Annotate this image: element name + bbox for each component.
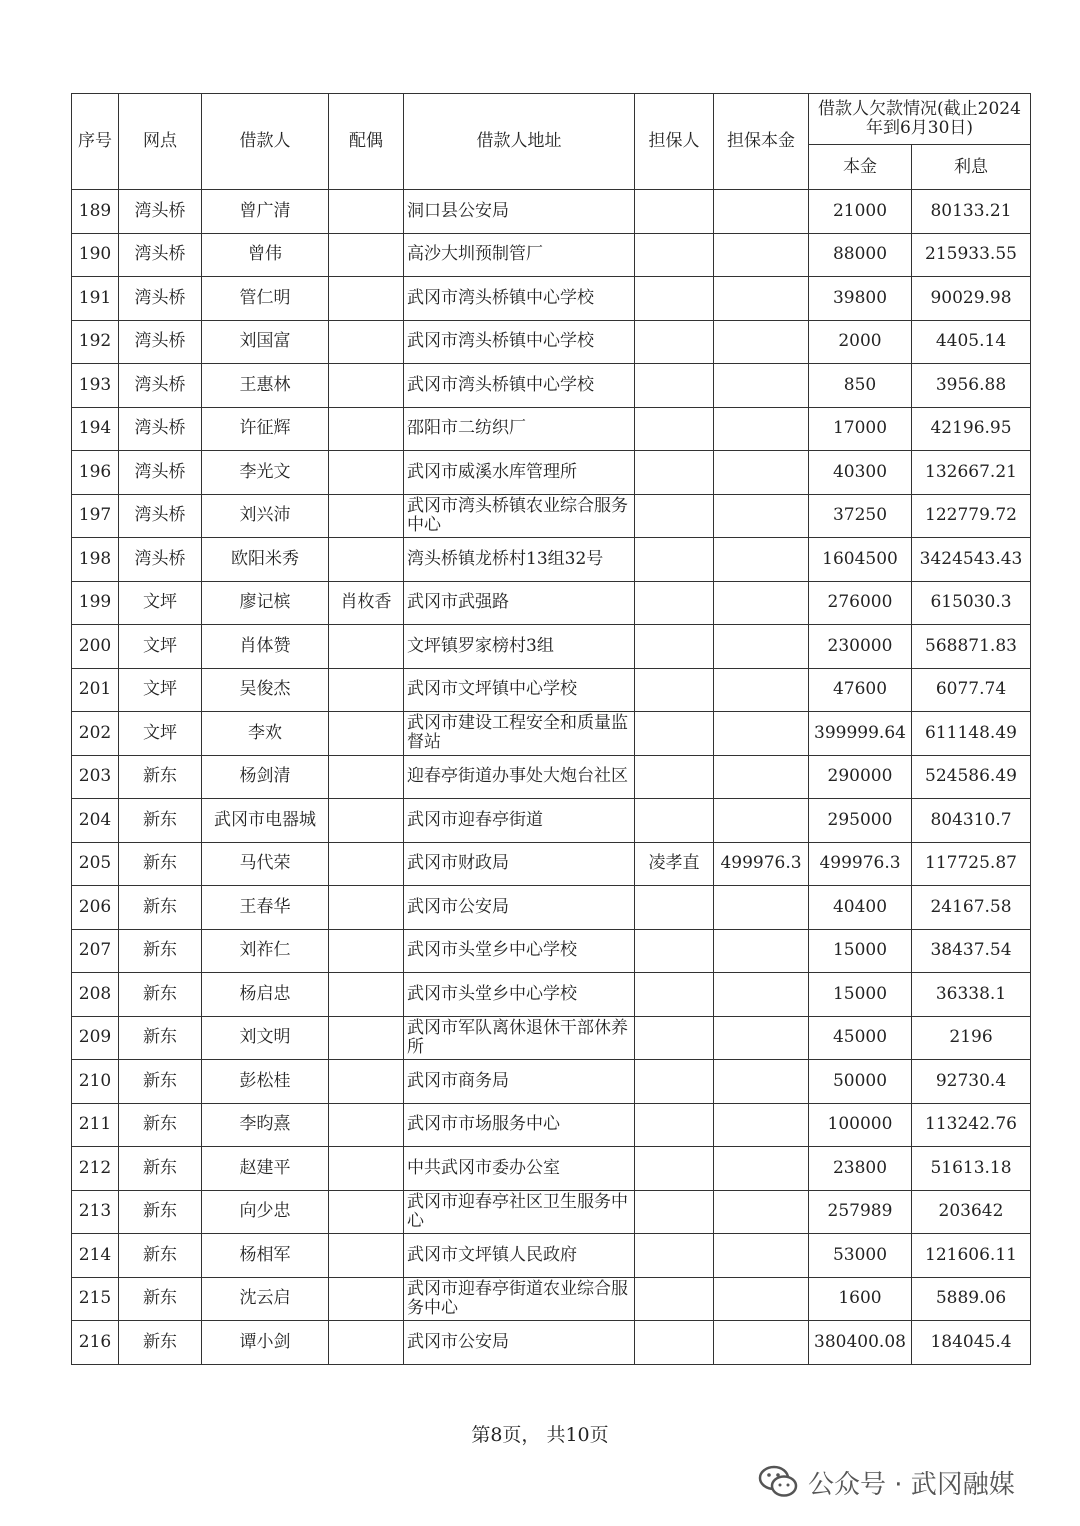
- principal-cell: 40300: [809, 451, 912, 495]
- table-body: [72, 190, 1031, 1365]
- address-cell: 武冈市文坪镇人民政府: [404, 1234, 635, 1278]
- address-cell: 武冈市迎春亭社区卫生服务中心: [404, 1190, 635, 1234]
- table-row: [72, 973, 1031, 1017]
- address-cell: 武冈市迎春亭街道农业综合服务中心: [404, 1277, 635, 1321]
- interest-cell: 92730.4: [912, 1060, 1031, 1104]
- principal-cell: 257989: [809, 1190, 912, 1234]
- interest-cell: 2196: [912, 1016, 1031, 1060]
- guarantee-cell: [714, 407, 809, 451]
- principal-cell: 50000: [809, 1060, 912, 1104]
- principal-cell: 499976.3: [809, 842, 912, 886]
- seq-cell: 207: [72, 929, 119, 973]
- seq-cell: 190: [72, 233, 119, 277]
- spouse-cell: 肖枚香: [329, 581, 404, 625]
- spouse-cell: [329, 320, 404, 364]
- branch-cell: 文坪: [119, 581, 202, 625]
- borrower-cell: 刘祚仁: [202, 929, 329, 973]
- principal-cell: 850: [809, 364, 912, 408]
- branch-cell: 文坪: [119, 625, 202, 669]
- seq-cell: 199: [72, 581, 119, 625]
- branch-cell: 湾头桥: [119, 364, 202, 408]
- guarantee-cell: [714, 1103, 809, 1147]
- principal-cell: 21000: [809, 190, 912, 234]
- guarantor-cell: [635, 886, 714, 930]
- guarantor-cell: [635, 1277, 714, 1321]
- table-row: [72, 1321, 1031, 1365]
- interest-cell: 51613.18: [912, 1147, 1031, 1191]
- branch-cell: 文坪: [119, 668, 202, 712]
- table-row: [72, 1147, 1031, 1191]
- spouse-cell: [329, 407, 404, 451]
- principal-cell: 40400: [809, 886, 912, 930]
- guarantee-cell: [714, 320, 809, 364]
- borrower-cell: 彭松桂: [202, 1060, 329, 1104]
- seq-cell: 214: [72, 1234, 119, 1278]
- table-row: [72, 581, 1031, 625]
- guarantor-cell: [635, 1060, 714, 1104]
- table-row: [72, 451, 1031, 495]
- address-cell: 武冈市威溪水库管理所: [404, 451, 635, 495]
- principal-cell: 88000: [809, 233, 912, 277]
- guarantee-cell: [714, 1321, 809, 1365]
- table-row: [72, 668, 1031, 712]
- branch-cell: 新东: [119, 842, 202, 886]
- guarantee-cell: [714, 277, 809, 321]
- guarantor-cell: 凌孝直: [635, 842, 714, 886]
- interest-cell: 215933.55: [912, 233, 1031, 277]
- borrower-cell: 曾伟: [202, 233, 329, 277]
- borrower-cell: 赵建平: [202, 1147, 329, 1191]
- seq-cell: 197: [72, 494, 119, 538]
- principal-cell: 290000: [809, 755, 912, 799]
- principal-cell: 47600: [809, 668, 912, 712]
- seq-cell: 191: [72, 277, 119, 321]
- branch-cell: 湾头桥: [119, 277, 202, 321]
- table-row: [72, 799, 1031, 843]
- guarantee-cell: [714, 451, 809, 495]
- spouse-cell: [329, 973, 404, 1017]
- seq-cell: 210: [72, 1060, 119, 1104]
- borrower-cell: 谭小剑: [202, 1321, 329, 1365]
- table-row: [72, 190, 1031, 234]
- guarantor-cell: [635, 581, 714, 625]
- borrower-cell: 刘文明: [202, 1016, 329, 1060]
- guarantor-cell: [635, 451, 714, 495]
- interest-cell: 24167.58: [912, 886, 1031, 930]
- table-row: [72, 233, 1031, 277]
- branch-cell: 新东: [119, 929, 202, 973]
- table-row: [72, 494, 1031, 538]
- principal-cell: 295000: [809, 799, 912, 843]
- interest-cell: 4405.14: [912, 320, 1031, 364]
- spouse-cell: [329, 538, 404, 582]
- address-cell: 武冈市湾头桥镇农业综合服务中心: [404, 494, 635, 538]
- spouse-cell: [329, 277, 404, 321]
- principal-cell: 100000: [809, 1103, 912, 1147]
- address-cell: 武冈市商务局: [404, 1060, 635, 1104]
- table-row: [72, 755, 1031, 799]
- principal-cell: 230000: [809, 625, 912, 669]
- guarantee-cell: [714, 1016, 809, 1060]
- interest-cell: 524586.49: [912, 755, 1031, 799]
- spouse-cell: [329, 494, 404, 538]
- borrower-cell: 曾广清: [202, 190, 329, 234]
- seq-cell: 194: [72, 407, 119, 451]
- seq-cell: 205: [72, 842, 119, 886]
- table-row: [72, 1060, 1031, 1104]
- address-cell: 迎春亭街道办事处大炮台社区: [404, 755, 635, 799]
- col-header-principal: 本金: [809, 145, 912, 190]
- spouse-cell: [329, 1147, 404, 1191]
- branch-cell: 湾头桥: [119, 538, 202, 582]
- seq-cell: 209: [72, 1016, 119, 1060]
- interest-cell: 5889.06: [912, 1277, 1031, 1321]
- spouse-cell: [329, 190, 404, 234]
- interest-cell: 38437.54: [912, 929, 1031, 973]
- seq-cell: 213: [72, 1190, 119, 1234]
- interest-cell: 804310.7: [912, 799, 1031, 843]
- address-cell: 武冈市公安局: [404, 1321, 635, 1365]
- interest-cell: 3956.88: [912, 364, 1031, 408]
- address-cell: 高沙大圳预制管厂: [404, 233, 635, 277]
- seq-cell: 198: [72, 538, 119, 582]
- borrower-cell: 武冈市电器城: [202, 799, 329, 843]
- address-cell: 武冈市头堂乡中心学校: [404, 973, 635, 1017]
- branch-cell: 湾头桥: [119, 320, 202, 364]
- borrower-cell: 管仁明: [202, 277, 329, 321]
- borrower-cell: 向少忠: [202, 1190, 329, 1234]
- guarantee-cell: [714, 190, 809, 234]
- principal-cell: 45000: [809, 1016, 912, 1060]
- table-row: [72, 929, 1031, 973]
- guarantor-cell: [635, 755, 714, 799]
- borrower-cell: 王惠林: [202, 364, 329, 408]
- address-cell: 武冈市市场服务中心: [404, 1103, 635, 1147]
- spouse-cell: [329, 755, 404, 799]
- principal-cell: 380400.08: [809, 1321, 912, 1365]
- guarantee-cell: [714, 973, 809, 1017]
- guarantor-cell: [635, 973, 714, 1017]
- guarantor-cell: [635, 364, 714, 408]
- table-row: [72, 407, 1031, 451]
- seq-cell: 200: [72, 625, 119, 669]
- table-row: [72, 625, 1031, 669]
- guarantee-cell: [714, 364, 809, 408]
- table-row: [72, 1277, 1031, 1321]
- borrower-cell: 许征辉: [202, 407, 329, 451]
- spouse-cell: [329, 451, 404, 495]
- guarantor-cell: [635, 625, 714, 669]
- address-cell: 武冈市湾头桥镇中心学校: [404, 277, 635, 321]
- debt-table: [71, 93, 1031, 1365]
- principal-cell: 399999.64: [809, 712, 912, 756]
- borrower-cell: 李欢: [202, 712, 329, 756]
- borrower-cell: 马代荣: [202, 842, 329, 886]
- guarantor-cell: [635, 1016, 714, 1060]
- guarantee-cell: [714, 233, 809, 277]
- spouse-cell: [329, 799, 404, 843]
- principal-cell: 53000: [809, 1234, 912, 1278]
- header-row: [72, 94, 1031, 145]
- spouse-cell: [329, 625, 404, 669]
- table-row: [72, 1190, 1031, 1234]
- guarantee-cell: [714, 929, 809, 973]
- seq-cell: 192: [72, 320, 119, 364]
- address-cell: 武冈市头堂乡中心学校: [404, 929, 635, 973]
- guarantor-cell: [635, 190, 714, 234]
- spouse-cell: [329, 886, 404, 930]
- branch-cell: 新东: [119, 1190, 202, 1234]
- interest-cell: 568871.83: [912, 625, 1031, 669]
- branch-cell: 新东: [119, 1321, 202, 1365]
- branch-cell: 新东: [119, 1277, 202, 1321]
- borrower-cell: 杨相军: [202, 1234, 329, 1278]
- seq-cell: 206: [72, 886, 119, 930]
- address-cell: 武冈市财政局: [404, 842, 635, 886]
- borrower-cell: 欧阳米秀: [202, 538, 329, 582]
- guarantor-cell: [635, 1321, 714, 1365]
- borrower-cell: 沈云启: [202, 1277, 329, 1321]
- wechat-watermark: [758, 1460, 1015, 1504]
- branch-cell: 湾头桥: [119, 494, 202, 538]
- table-row: [72, 277, 1031, 321]
- watermark-text: 公众号 · 武冈融媒: [808, 1469, 1015, 1500]
- interest-cell: 6077.74: [912, 668, 1031, 712]
- address-cell: 武冈市建设工程安全和质量监督站: [404, 712, 635, 756]
- guarantor-cell: [635, 538, 714, 582]
- seq-cell: 201: [72, 668, 119, 712]
- guarantee-cell: [714, 668, 809, 712]
- branch-cell: 新东: [119, 1147, 202, 1191]
- address-cell: 武冈市湾头桥镇中心学校: [404, 320, 635, 364]
- spouse-cell: [329, 1321, 404, 1365]
- spouse-cell: [329, 668, 404, 712]
- spouse-cell: [329, 1277, 404, 1321]
- guarantor-cell: [635, 320, 714, 364]
- seq-cell: 212: [72, 1147, 119, 1191]
- spouse-cell: [329, 1060, 404, 1104]
- address-cell: 武冈市军队离休退休干部休养所: [404, 1016, 635, 1060]
- interest-cell: 121606.11: [912, 1234, 1031, 1278]
- branch-cell: 新东: [119, 973, 202, 1017]
- guarantor-cell: [635, 1103, 714, 1147]
- guarantee-cell: [714, 581, 809, 625]
- spouse-cell: [329, 1190, 404, 1234]
- borrower-cell: 刘国富: [202, 320, 329, 364]
- interest-cell: 36338.1: [912, 973, 1031, 1017]
- principal-cell: 17000: [809, 407, 912, 451]
- branch-cell: 新东: [119, 1103, 202, 1147]
- guarantor-cell: [635, 494, 714, 538]
- seq-cell: 193: [72, 364, 119, 408]
- spouse-cell: [329, 842, 404, 886]
- branch-cell: 湾头桥: [119, 407, 202, 451]
- interest-cell: 122779.72: [912, 494, 1031, 538]
- seq-cell: 196: [72, 451, 119, 495]
- spouse-cell: [329, 712, 404, 756]
- interest-cell: 113242.76: [912, 1103, 1031, 1147]
- seq-cell: 204: [72, 799, 119, 843]
- address-cell: 湾头桥镇龙桥村13组32号: [404, 538, 635, 582]
- guarantee-cell: [714, 538, 809, 582]
- spouse-cell: [329, 233, 404, 277]
- interest-cell: 90029.98: [912, 277, 1031, 321]
- guarantee-cell: [714, 1190, 809, 1234]
- guarantee-cell: [714, 1060, 809, 1104]
- guarantor-cell: [635, 407, 714, 451]
- page-number: 第8页， 共10页: [471, 1424, 609, 1446]
- address-cell: 武冈市迎春亭街道: [404, 799, 635, 843]
- branch-cell: 文坪: [119, 712, 202, 756]
- spouse-cell: [329, 1234, 404, 1278]
- guarantee-cell: [714, 755, 809, 799]
- guarantor-cell: [635, 1190, 714, 1234]
- table-row: [72, 1016, 1031, 1060]
- guarantee-cell: [714, 494, 809, 538]
- col-header-debt-group: 借款人欠款情况(截止2024年到6月30日): [809, 94, 1031, 145]
- spouse-cell: [329, 1016, 404, 1060]
- borrower-cell: 李昀熹: [202, 1103, 329, 1147]
- branch-cell: 湾头桥: [119, 451, 202, 495]
- principal-cell: 2000: [809, 320, 912, 364]
- guarantee-cell: 499976.3: [714, 842, 809, 886]
- branch-cell: 新东: [119, 1016, 202, 1060]
- borrower-cell: 王春华: [202, 886, 329, 930]
- table-row: [72, 712, 1031, 756]
- table-row: [72, 364, 1031, 408]
- address-cell: 武冈市武强路: [404, 581, 635, 625]
- interest-cell: 117725.87: [912, 842, 1031, 886]
- branch-cell: 湾头桥: [119, 190, 202, 234]
- principal-cell: 15000: [809, 973, 912, 1017]
- borrower-cell: 刘兴沛: [202, 494, 329, 538]
- principal-cell: 1600: [809, 1277, 912, 1321]
- principal-cell: 37250: [809, 494, 912, 538]
- seq-cell: 215: [72, 1277, 119, 1321]
- branch-cell: 新东: [119, 886, 202, 930]
- principal-cell: 23800: [809, 1147, 912, 1191]
- seq-cell: 208: [72, 973, 119, 1017]
- seq-cell: 202: [72, 712, 119, 756]
- table-row: [72, 886, 1031, 930]
- guarantor-cell: [635, 712, 714, 756]
- branch-cell: 新东: [119, 755, 202, 799]
- address-cell: 武冈市湾头桥镇中心学校: [404, 364, 635, 408]
- col-header-address: 借款人地址: [404, 94, 635, 190]
- branch-cell: 湾头桥: [119, 233, 202, 277]
- address-cell: 中共武冈市委办公室: [404, 1147, 635, 1191]
- table-row: [72, 538, 1031, 582]
- table-row: [72, 1103, 1031, 1147]
- principal-cell: 39800: [809, 277, 912, 321]
- seq-cell: 203: [72, 755, 119, 799]
- borrower-cell: 廖记槟: [202, 581, 329, 625]
- borrower-cell: 李光文: [202, 451, 329, 495]
- address-cell: 文坪镇罗家榜村3组: [404, 625, 635, 669]
- branch-cell: 新东: [119, 1234, 202, 1278]
- guarantee-cell: [714, 799, 809, 843]
- branch-cell: 新东: [119, 799, 202, 843]
- col-header-guarantee-principal: 担保本金: [714, 94, 809, 190]
- interest-cell: 3424543.43: [912, 538, 1031, 582]
- guarantor-cell: [635, 929, 714, 973]
- principal-cell: 1604500: [809, 538, 912, 582]
- col-header-guarantor: 担保人: [635, 94, 714, 190]
- address-cell: 洞口县公安局: [404, 190, 635, 234]
- spouse-cell: [329, 1103, 404, 1147]
- table-row: [72, 842, 1031, 886]
- guarantee-cell: [714, 1147, 809, 1191]
- col-header-borrower: 借款人: [202, 94, 329, 190]
- guarantee-cell: [714, 1277, 809, 1321]
- guarantee-cell: [714, 886, 809, 930]
- seq-cell: 211: [72, 1103, 119, 1147]
- interest-cell: 132667.21: [912, 451, 1031, 495]
- seq-cell: 216: [72, 1321, 119, 1365]
- interest-cell: 203642: [912, 1190, 1031, 1234]
- guarantor-cell: [635, 1234, 714, 1278]
- borrower-cell: 杨剑清: [202, 755, 329, 799]
- borrower-cell: 吴俊杰: [202, 668, 329, 712]
- guarantor-cell: [635, 1147, 714, 1191]
- spouse-cell: [329, 929, 404, 973]
- guarantor-cell: [635, 668, 714, 712]
- col-header-seq: 序号: [72, 94, 119, 190]
- branch-cell: 新东: [119, 1060, 202, 1104]
- guarantor-cell: [635, 233, 714, 277]
- table-row: [72, 320, 1031, 364]
- borrower-cell: 杨启忠: [202, 973, 329, 1017]
- guarantee-cell: [714, 1234, 809, 1278]
- col-header-spouse: 配偶: [329, 94, 404, 190]
- wechat-icon: [758, 1464, 798, 1500]
- address-cell: 武冈市公安局: [404, 886, 635, 930]
- address-cell: 武冈市文坪镇中心学校: [404, 668, 635, 712]
- table-row: [72, 1234, 1031, 1278]
- spouse-cell: [329, 364, 404, 408]
- guarantor-cell: [635, 277, 714, 321]
- interest-cell: 80133.21: [912, 190, 1031, 234]
- guarantee-cell: [714, 625, 809, 669]
- guarantor-cell: [635, 799, 714, 843]
- interest-cell: 615030.3: [912, 581, 1031, 625]
- interest-cell: 42196.95: [912, 407, 1031, 451]
- interest-cell: 184045.4: [912, 1321, 1031, 1365]
- principal-cell: 276000: [809, 581, 912, 625]
- col-header-branch: 网点: [119, 94, 202, 190]
- address-cell: 邵阳市二纺织厂: [404, 407, 635, 451]
- col-header-interest: 利息: [912, 145, 1031, 190]
- guarantee-cell: [714, 712, 809, 756]
- borrower-cell: 肖体赞: [202, 625, 329, 669]
- interest-cell: 611148.49: [912, 712, 1031, 756]
- principal-cell: 15000: [809, 929, 912, 973]
- seq-cell: 189: [72, 190, 119, 234]
